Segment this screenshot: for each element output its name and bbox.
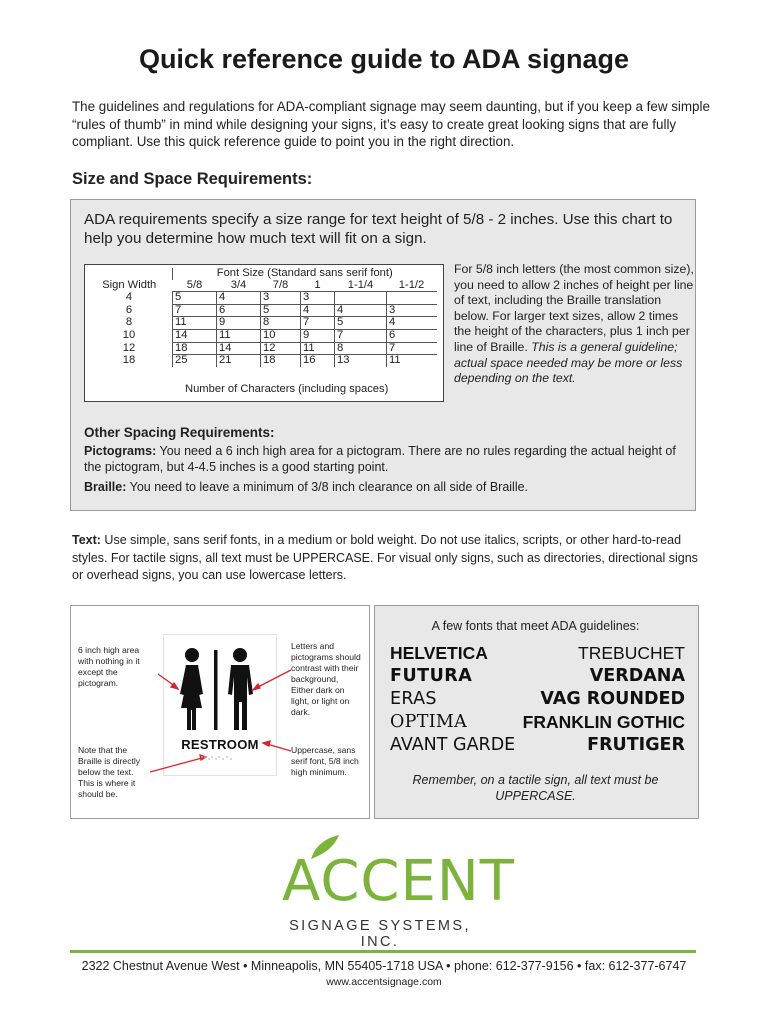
table-cell: 7 [335, 329, 387, 342]
fonts-title: A few fonts that meet ADA guidelines: [431, 619, 640, 633]
column-header: 7/8 [272, 278, 289, 291]
table-cell: 10 [261, 329, 301, 342]
side-note-text: For 5/8 inch letters (the most common size), you need to allow 2 inches of height per line of text, including the Braille translation below. For larger text sizes, allow 2 times the height of the characters, plus 1 inch per line of Braille. [454, 262, 694, 354]
row-width: 18 [122, 353, 136, 366]
braille-requirement [84, 480, 684, 496]
row-width: 8 [125, 316, 133, 329]
sign-width-header: Sign Width [102, 278, 157, 291]
table-cell: 13 [335, 355, 387, 367]
table-cell: 6 [387, 329, 437, 342]
note-uppercase: Uppercase, sans serif font, 5/8 inch high minimum. [291, 745, 359, 777]
text-body: Use simple, sans serif fonts, in a medium or bold weight. Do not use italics, scripts, or other hard-to-read styles. For tactile signs, all text must be UPPERCASE. For visual only signs, such as directories, directional signs or overhead signs, you can use lowercase letters. [72, 533, 698, 582]
restroom-pictogram [150, 630, 295, 775]
font-sample-verdana: VERDANA [589, 666, 685, 686]
table-cell: 5 [173, 292, 217, 305]
company-tagline: SIGNAGE SYSTEMS, INC. [289, 918, 471, 950]
table-cell: 4 [217, 292, 261, 305]
table-cell: 14 [217, 342, 261, 355]
pictograms-text: You need a 6 inch high area for a pictogram. There are no rules regarding the actual height of the pictogram, but 4-4.5 inches is a good starting point. [84, 444, 676, 474]
pictograms-requirement [84, 444, 684, 475]
table-row [86, 329, 437, 342]
table-row [86, 292, 437, 305]
character-count-table [84, 264, 444, 402]
table-cell: 8 [335, 342, 387, 355]
side-note-italic: This is a general guideline; actual space needed may be more or less depending on the text. [454, 339, 683, 386]
font-sample-eras: ERAS [390, 689, 437, 709]
table-cell: 7 [173, 304, 217, 317]
footer-website: www.accentsignage.com [326, 976, 442, 988]
table-cell: 8 [261, 317, 301, 330]
table-cell: 16 [301, 355, 335, 367]
table-cell: 25 [173, 355, 217, 367]
braille-label: Braille: [84, 480, 127, 494]
font-sample-frutiger: FRUTIGER [587, 735, 685, 755]
table-cell [387, 292, 437, 305]
table-cell: 6 [217, 304, 261, 317]
footer-divider [70, 950, 696, 953]
table-row [86, 317, 437, 330]
table-cell: 4 [301, 304, 335, 317]
table-cell: 4 [335, 304, 387, 317]
font-sample-vag-rounded: VAG ROUNDED [540, 689, 685, 709]
table-cell: 5 [335, 317, 387, 330]
row-width: 12 [122, 341, 136, 354]
table-cell: 11 [217, 329, 261, 342]
column-header: 1-1/2 [398, 278, 425, 291]
size-section-heading: Size and Space Requirements: [72, 170, 313, 188]
table-cell: 9 [217, 317, 261, 330]
table-cell: 3 [387, 304, 437, 317]
column-header: 5/8 [186, 278, 203, 291]
footer-address: 2322 Chestnut Avenue West • Minneapolis, MN 55405-1718 USA • phone: 612-377-9156 • fax: 612-377-6747 [81, 959, 687, 973]
column-header: 3/4 [230, 278, 247, 291]
pictograms-label: Pictograms: [84, 444, 157, 458]
table-row [86, 304, 437, 317]
man-icon [228, 648, 253, 730]
table-cell: 14 [173, 329, 217, 342]
table-cell: 12 [261, 342, 301, 355]
table-cell: 4 [387, 317, 437, 330]
row-width: 6 [125, 303, 133, 316]
page-title: Quick reference guide to ADA signage [138, 44, 630, 74]
font-sample-helvetica: HELVETICA [390, 643, 488, 663]
font-sample-trebuchet: TREBUCHET [578, 643, 685, 663]
table-cell: 11 [173, 317, 217, 330]
braille-dots [200, 755, 236, 761]
intro-paragraph: The guidelines and regulations for ADA-compliant signage may seem daunting, but if you keep a few simple “rules of thumb” in mind while designing your signs, it’s easy to create great looking signs that are fully compliant. Use this quick reference guide to point you in the right direction. [72, 99, 710, 149]
font-sample-avant-garde: AVANT GARDE [390, 735, 516, 755]
table-cell: 21 [217, 355, 261, 367]
size-range-text: ADA requirements specify a size range for text height of 5/8 - 2 inches. Use this chart to help you determine how much text will fit on a sign. [84, 211, 673, 247]
braille-text: You need to leave a minimum of 3/8 inch clearance on all side of Braille. [129, 480, 529, 494]
row-width: 10 [122, 328, 136, 341]
company-logo: ACCENT [282, 849, 516, 914]
side-note [454, 262, 694, 387]
table-footer: Number of Characters (including spaces) [185, 383, 389, 395]
text-guidelines [72, 532, 702, 585]
table-cell: 7 [301, 317, 335, 330]
woman-icon [180, 648, 203, 730]
table-cell: 18 [261, 355, 301, 367]
table-cell: 18 [173, 342, 217, 355]
table-cell [335, 292, 387, 305]
table-row [86, 355, 437, 367]
note-braille: Note that the Braille is directly below the text. This is where it should be. [78, 745, 141, 799]
uppercase-reminder: Remember, on a tactile sign, all text must be UPPERCASE. [412, 773, 659, 803]
other-spacing-heading: Other Spacing Requirements: [84, 425, 275, 440]
column-header: 1 [314, 278, 321, 291]
table-row [86, 342, 437, 355]
divider-bar [214, 650, 218, 730]
font-size-title: Font Size (Standard sans serif font) [173, 268, 437, 280]
table-cell: 9 [301, 329, 335, 342]
font-sample-franklin-gothic: FRANKLIN GOTHIC [522, 712, 685, 732]
note-contrast: Letters and pictograms should contrast with their background, Either dark on light, or light on dark. [291, 641, 361, 717]
table-cell: 11 [387, 355, 437, 367]
table-cell: 3 [261, 292, 301, 305]
table-cell: 7 [387, 342, 437, 355]
table-cell: 11 [301, 342, 335, 355]
font-sample-optima: OPTIMA [390, 712, 468, 732]
note-pictogram: 6 inch high area with nothing in it except the pictogram. [78, 645, 140, 688]
row-width: 4 [125, 291, 133, 304]
text-label: Text: [72, 533, 101, 547]
restroom-text: RESTROOM [181, 737, 259, 752]
table-cell: 3 [301, 292, 335, 305]
column-header: 1-1/4 [347, 278, 374, 291]
table-cell: 5 [261, 304, 301, 317]
font-sample-futura: FUTURA [390, 666, 473, 686]
